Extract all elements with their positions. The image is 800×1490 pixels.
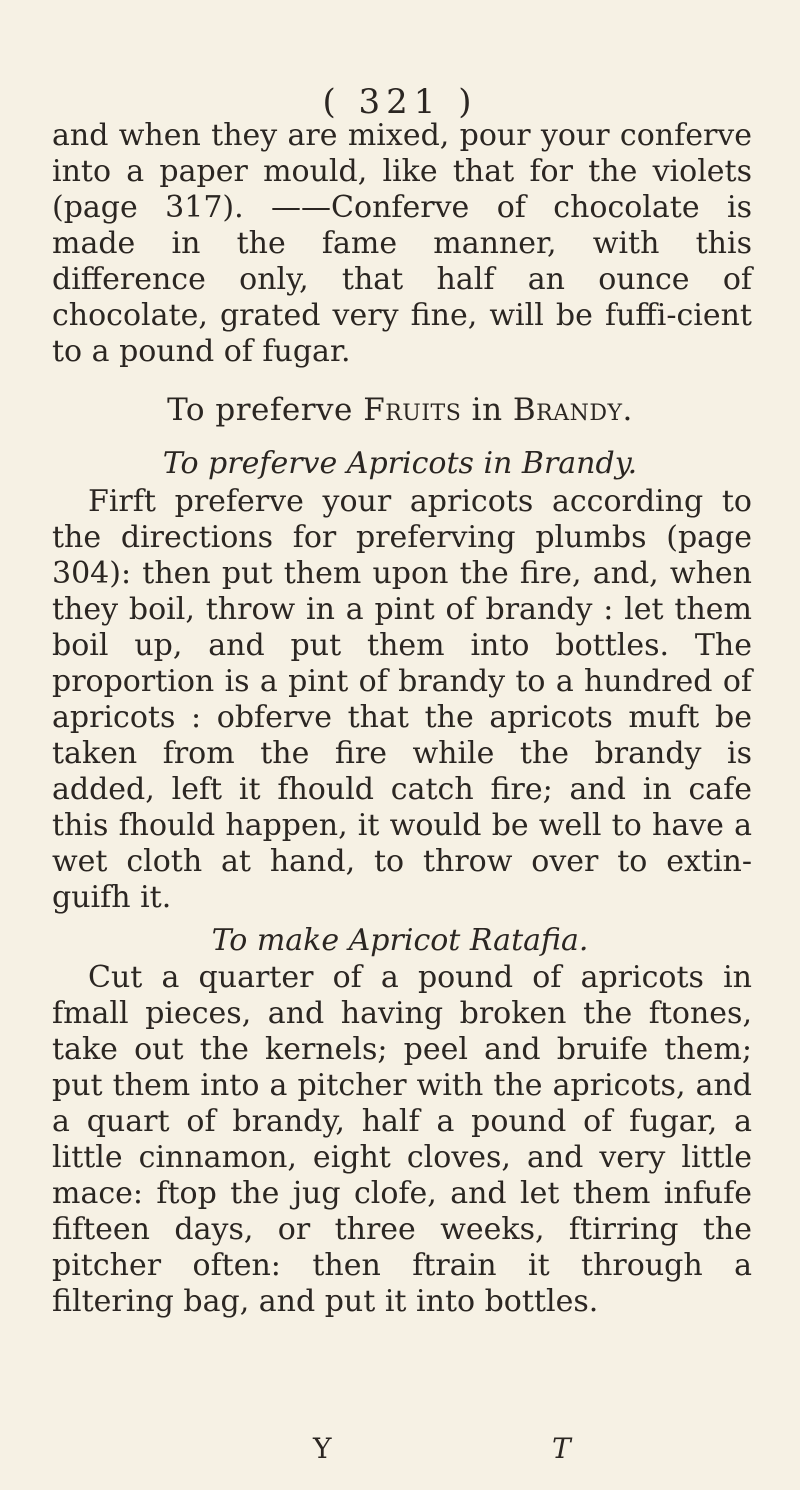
section-heading [0, 392, 800, 428]
recipe-title-apricot-ratafia: To make Apricot Ratafia. [211, 923, 589, 958]
section-title-prefix: To preferve [167, 392, 353, 428]
recipe-body-apricot-ratafia [52, 960, 752, 1320]
recipe1-text: Firft preferve your apricots according to the directions for preferving plumbs (page 304): then put them upon the fire, and, when they boil, throw in a pint of brandy : let them boil up, and put them into bottles. The proportion is a pint of brandy to a hundred of apricots : obferve that the apricots muft be taken from the fire while the brandy is added, left it fhould catch fire; and in cafe this fhould happen, it would be well to have a wet cloth at hand, to throw over to extin-guifh it. [52, 484, 752, 915]
recipe-title-apricots-brandy: To preferve Apricots in Brandy. [162, 446, 638, 481]
catchword: T [552, 1432, 571, 1465]
recipe2-text: Cut a quarter of a pound of apricots in fmall pieces, and having broken the ftones, take out the kernels; peel and bruife them; put them into a pitcher with the apricots, and a quart of brandy, half a pound of fugar, a little cinnamon, eight cloves, and very little mace: ftop the jug clofe, and let them infufe fifteen days, or three weeks, ftirring the pitcher often: then ftrain it through a filtering bag, and put it into bottles. [52, 960, 752, 1319]
section-title-mid: in [471, 392, 503, 428]
section-title-end: Brandy. [512, 392, 633, 428]
opening-paragraph [52, 118, 752, 370]
recipe-body-apricots-brandy [52, 484, 752, 916]
section-title-caps: Fruits [363, 392, 462, 428]
page-number: ( 321 ) [322, 82, 478, 122]
signature-mark: Y [313, 1432, 332, 1465]
opening-text: and when they are mixed, pour your conferve into a paper mould, like that for the violets (page 317). ——Conferve of chocolate is made in the fame manner, with this difference only, that half an ounce of chocolate, grated very fine, will be fuffi-cient to a pound of fugar. [52, 118, 752, 369]
